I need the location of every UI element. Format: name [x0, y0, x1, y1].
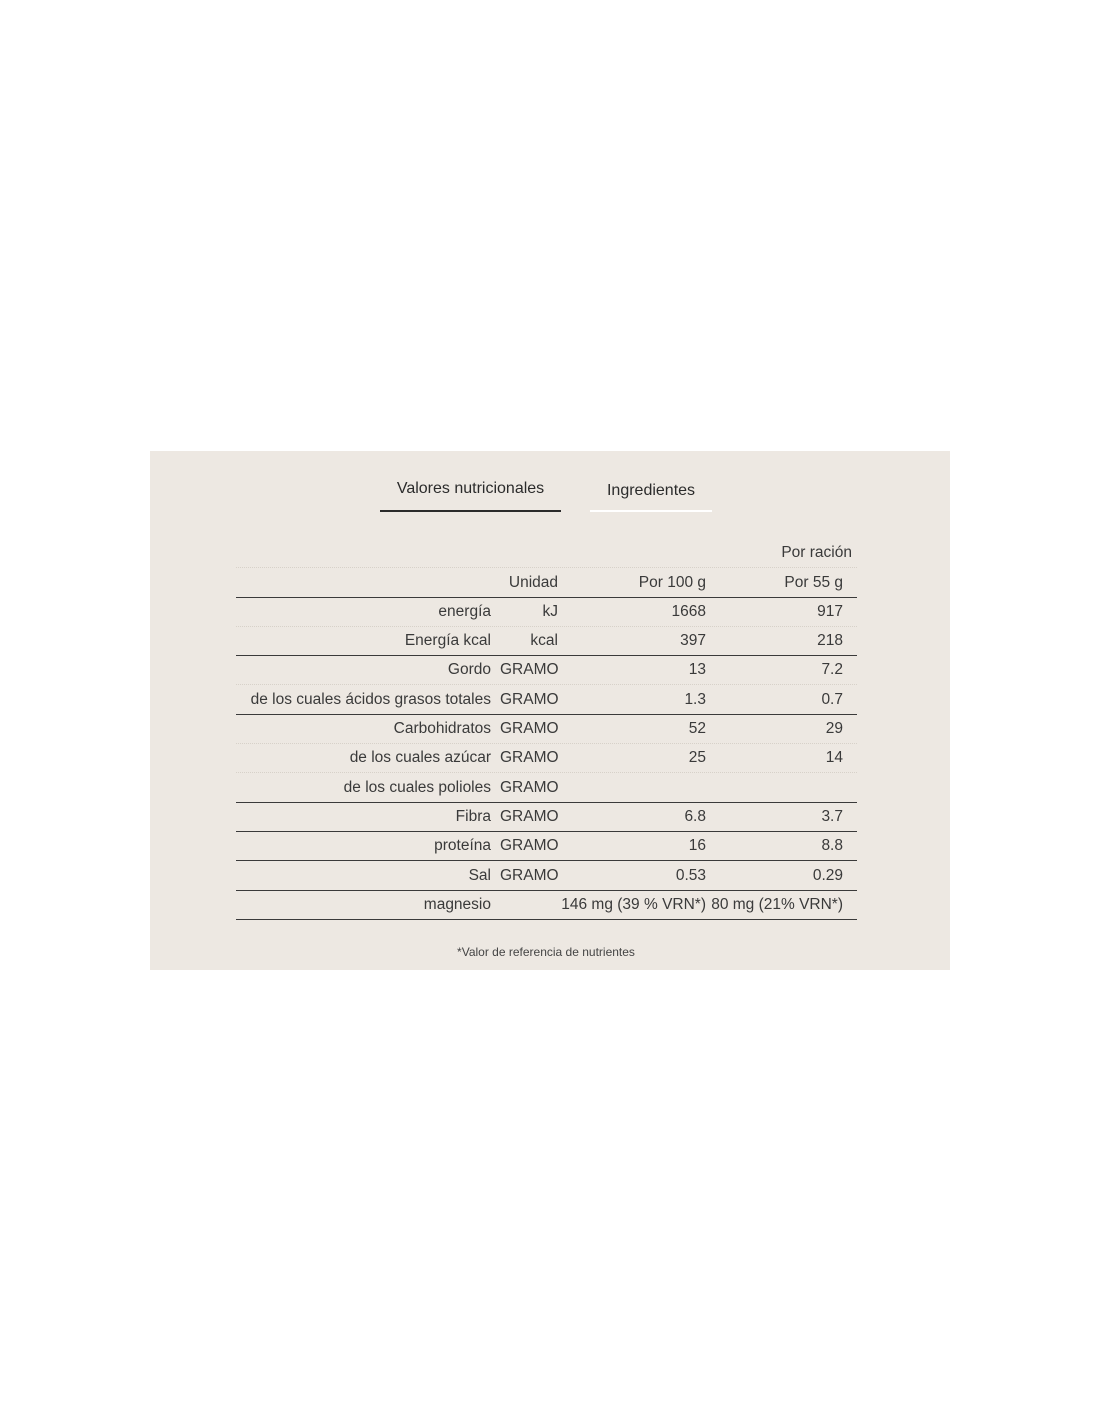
nutrient-name: Fibra [455, 807, 491, 825]
header-unit: Unidad [508, 573, 558, 591]
nutrient-per-serving: 917 [817, 602, 843, 620]
nutrient-name: de los cuales polioles [343, 778, 491, 796]
nutrient-per-100g: 52 [688, 720, 706, 738]
nutrient-per-serving: 218 [817, 632, 843, 650]
nutrient-name: Energía kcal [404, 632, 491, 650]
table-row [236, 627, 857, 656]
nutrient-per-100g: 25 [688, 749, 706, 767]
nutrient-per-100g: 6.8 [684, 807, 706, 825]
nutrient-per-100g: 146 mg (39 % VRN*) [561, 895, 706, 913]
nutrient-per-100g: 0.53 [675, 866, 706, 884]
nutrient-unit: GRAMO [500, 749, 559, 767]
table-row [236, 773, 857, 802]
table-row [236, 891, 857, 920]
nutrient-name: Gordo [447, 661, 491, 679]
nutrient-per-100g: 16 [688, 837, 706, 855]
footnote: *Valor de referencia de nutrientes [457, 945, 635, 959]
nutrient-name: magnesio [423, 895, 491, 913]
nutrient-unit: GRAMO [500, 866, 559, 884]
nutrient-per-serving: 7.2 [821, 661, 843, 679]
table-row [236, 656, 857, 685]
table-row [236, 803, 857, 832]
header-row-top [236, 539, 857, 568]
nutrient-per-100g: 1.3 [684, 690, 706, 708]
table-row [236, 598, 857, 627]
nutrient-per-serving: 0.7 [821, 690, 843, 708]
nutrient-per-serving: 80 mg (21% VRN*) [711, 895, 843, 913]
nutrient-name: de los cuales azúcar [349, 749, 491, 767]
nutrient-name: proteína [434, 837, 491, 855]
nutrient-name: de los cuales ácidos grasos totales [250, 690, 491, 708]
tab-nutritional-values[interactable] [380, 451, 561, 512]
header-per-serving-top: Por ración [781, 544, 852, 562]
nutrient-per-100g: 13 [688, 661, 706, 679]
nutrient-unit: GRAMO [500, 720, 559, 738]
nutrient-unit: GRAMO [500, 661, 559, 679]
header-per-100g: Por 100 g [638, 573, 706, 591]
nutrition-table [236, 539, 857, 920]
nutrient-unit: GRAMO [500, 778, 559, 796]
nutrient-per-serving: 29 [825, 720, 843, 738]
nutrient-per-serving: 14 [825, 749, 843, 767]
nutrient-per-serving: 3.7 [821, 807, 843, 825]
nutrient-unit: kcal [530, 632, 558, 650]
table-row [236, 685, 857, 714]
nutrient-unit: kJ [542, 602, 558, 620]
tab-ingredients-label: Ingredientes [606, 482, 696, 499]
nutrient-name: Carbohidratos [393, 720, 491, 738]
nutrient-unit: GRAMO [500, 690, 559, 708]
nutrient-name: energía [438, 602, 491, 620]
nutrient-per-serving: 0.29 [812, 866, 843, 884]
nutrient-unit: GRAMO [500, 837, 559, 855]
nutrient-per-100g: 397 [680, 632, 706, 650]
header-per-55g: Por 55 g [784, 573, 843, 591]
header-row [236, 568, 857, 597]
nutrition-panel [150, 451, 950, 970]
table-row [236, 832, 857, 861]
tab-nutritional-values-label: Valores nutricionales [396, 480, 545, 497]
nutrient-per-serving: 8.8 [821, 837, 843, 855]
table-row [236, 744, 857, 773]
nutrient-name: Sal [468, 866, 491, 884]
nutrient-unit: GRAMO [500, 807, 559, 825]
nutrient-per-100g: 1668 [671, 602, 706, 620]
table-row [236, 715, 857, 744]
tab-ingredients[interactable] [590, 451, 712, 512]
table-row [236, 861, 857, 890]
